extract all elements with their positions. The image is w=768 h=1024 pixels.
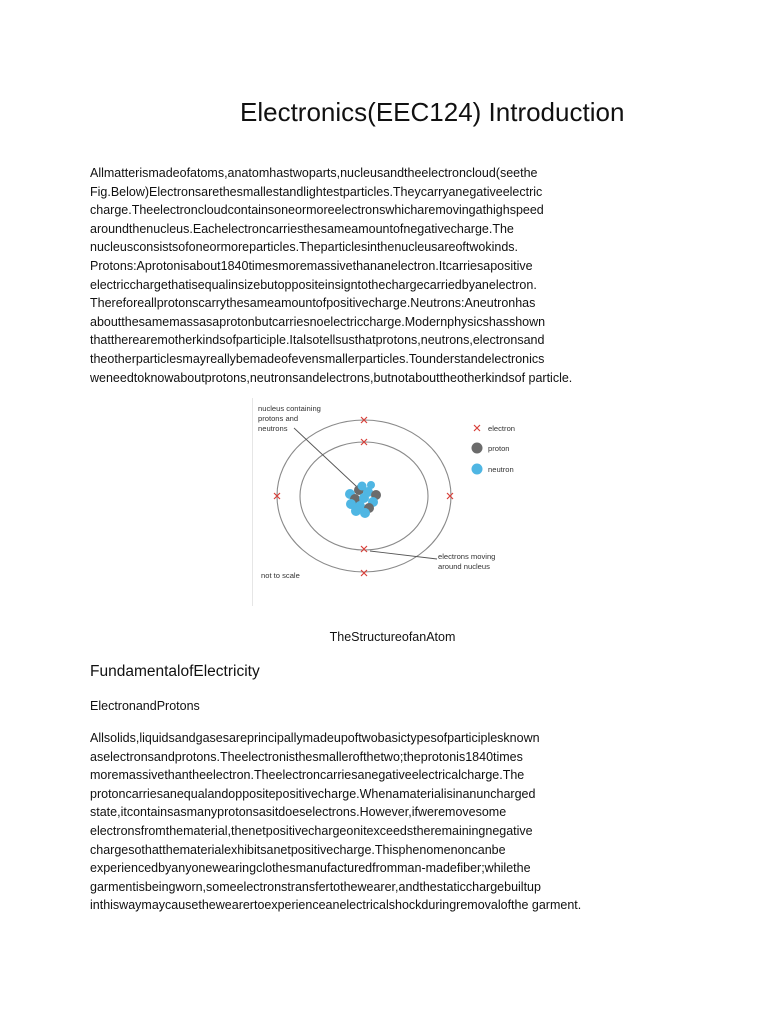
label-nucleus-2: protons and xyxy=(258,414,299,423)
atom-structure-figure xyxy=(252,398,530,606)
legend-neutron-label: neutron xyxy=(488,465,514,474)
label-nucleus-3: neutrons xyxy=(258,424,288,433)
paragraph-line: chargesothatthematerialexhibitsanetpositivecharge.Thisphenomenoncanbe xyxy=(90,842,506,857)
paragraph-line: Thereforeallprotonscarrythesameamountofpositivecharge.Neutrons:Aneutronhas xyxy=(90,296,536,311)
paragraph-line: nucleusconsistsofoneormoreparticles.Theparticlesinthenucleusareoftwokinds. xyxy=(90,240,519,255)
paragraph-line: experiencedbyanyonewearingclothesmanufacturedfromman-madefiber;whilethe xyxy=(90,861,531,876)
paragraph-line: garmentisbeingworn,someelectronstransfertothewearer,andthestaticchargebuiltup xyxy=(90,879,541,894)
paragraph-line: moremassivethantheelectron.Theelectroncarriesanegativeelectricalcharge.The xyxy=(90,768,525,783)
legend-proton-label: proton xyxy=(488,444,510,453)
paragraph-line: Allmatterismadeofatoms,anatomhastwoparts,nucleusandtheelectroncloud(seethe xyxy=(90,166,538,180)
paragraph-line: electricchargethatisequalinsizebutoppositeinsigntothechargecarriedbyanelectron. xyxy=(90,277,537,292)
subsection-heading: ElectronandProtons xyxy=(90,699,200,713)
figure-caption: TheStructureofanAtom xyxy=(329,630,456,644)
paragraph-line: Allsolids,liquidsandgasesareprincipallymadeupoftwobasictypesofparticiplesknown xyxy=(90,731,540,745)
label-not-to-scale: not to scale xyxy=(261,571,300,580)
document-title: Electronics(EEC124) Introduction xyxy=(240,97,625,127)
paragraph-line: thattherearemotherkindsofparticiple.Italsotellsusthatprotons,neutrons,electronsand xyxy=(90,333,545,348)
atom-diagram xyxy=(252,398,530,606)
paragraph-line: aselectronsandprotons.Theelectronisthesmallerofthetwo;theprotonis1840times xyxy=(90,749,523,764)
label-electrons-1: electrons moving xyxy=(438,552,496,561)
paragraph-line: Fig.Below)Electronsarethesmallestandlightestparticles.Theycarryanegativeelectric xyxy=(90,184,543,199)
paragraph-line: inthiswaymaycausethewearertoexperienceanelectricalshockduringremovalofthe garment. xyxy=(90,898,582,913)
paragraph-line: protoncarriesanequalandoppositepositivecharge.Whenamaterialisinanuncharged xyxy=(90,786,536,801)
paragraph-line: weneedtoknowaboutprotons,neutronsandelectrons,butnotabouttheotherkindsof particle. xyxy=(90,370,573,385)
label-nucleus-1: nucleus containing xyxy=(258,404,321,413)
paragraph-line: charge.Theelectroncloudcontainsoneormoreelectronswhicharemovingathighspeed xyxy=(90,203,544,218)
paragraph-line: state,itcontainsasmanyprotonsasitdoeselectrons.However,ifweremovesome xyxy=(90,805,507,820)
section-heading: FundamentalofElectricity xyxy=(90,663,260,680)
body-paragraph xyxy=(90,729,700,915)
label-electrons-2: around nucleus xyxy=(438,562,490,571)
legend-electron-label: electron xyxy=(488,424,516,433)
intro-paragraph xyxy=(90,164,700,387)
paragraph-line: aboutthesamemassasaprotonbutcarriesnoelectriccharge.Modernphysicshasshown xyxy=(90,314,546,329)
paragraph-line: aroundthenucleus.Eachelectroncarriesthesameamountofnegativecharge.The xyxy=(90,221,514,236)
paragraph-line: theotherparticlesmayreallybemadeofevensmallerparticles.Tounderstandelectronics xyxy=(90,351,545,366)
paragraph-line: Protons:Aprotonisabout1840timesmoremassivethananelectron.Itcarriesapositive xyxy=(90,258,533,273)
paragraph-line: electronsfromthematerial,thenetpositivechargeonitexceedstheremainingnegative xyxy=(90,823,533,838)
